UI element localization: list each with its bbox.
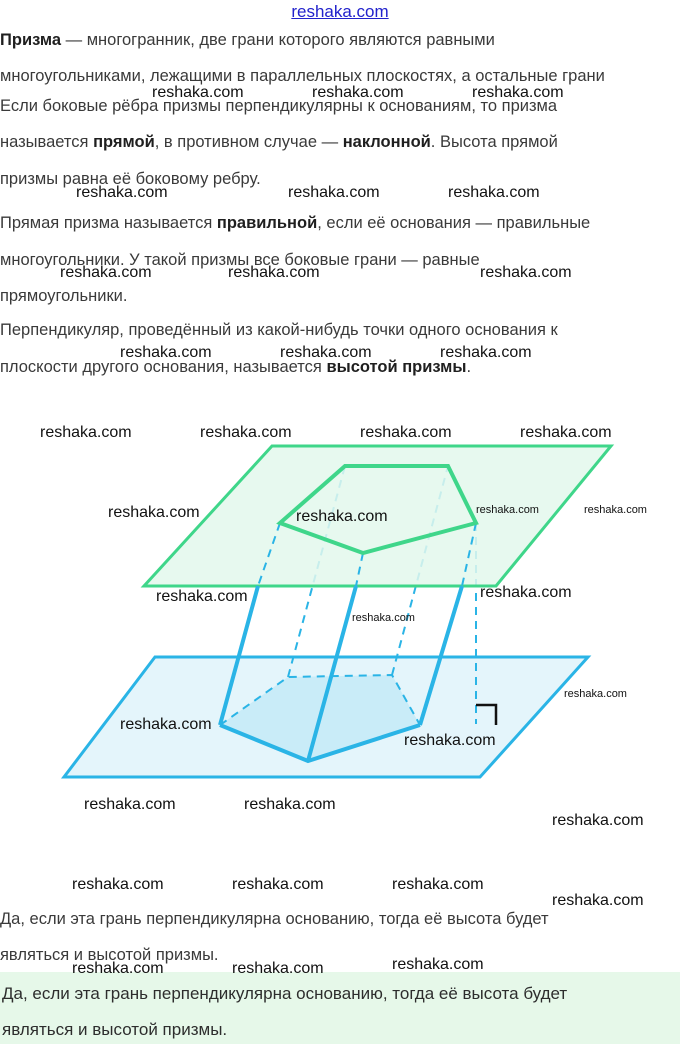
- watermark: reshaka.com: [312, 84, 404, 101]
- text-fragment: . Высота прямой: [430, 133, 558, 151]
- right-prism-line-1: Если боковые рёбра призмы перпендикулярны к основаниям, то призма: [0, 97, 558, 115]
- answer-box-line-2: являться и высотой призмы.: [2, 1020, 228, 1039]
- watermark: reshaka.com: [360, 424, 452, 441]
- watermark: reshaka.com: [76, 184, 168, 201]
- site-title-link[interactable]: reshaka.com: [291, 2, 389, 21]
- text-fragment: , если её основания — правильные: [317, 214, 591, 232]
- text-fragment: .: [466, 358, 472, 376]
- prism-definition-line-2: многоугольниками, лежащими в параллельных плоскостях, а остальные грани: [0, 67, 605, 85]
- watermark: reshaka.com: [120, 716, 212, 733]
- watermark: reshaka.com: [392, 876, 484, 893]
- watermark: reshaka.com: [72, 960, 164, 977]
- watermark: reshaka.com: [40, 424, 132, 441]
- regular-prism-line-1: [0, 214, 680, 233]
- watermark: reshaka.com: [552, 812, 644, 829]
- watermark: reshaka.com: [352, 612, 415, 624]
- answer-box: [0, 972, 680, 1044]
- text-fragment: , в противном случае —: [154, 133, 343, 151]
- watermark: reshaka.com: [520, 424, 612, 441]
- oblique-prism-diagram: [0, 400, 680, 800]
- regular-prism-line-3: прямоугольники.: [0, 287, 128, 305]
- term-prism: Призма: [0, 31, 62, 49]
- watermark: reshaka.com: [392, 956, 484, 973]
- watermark: reshaka.com: [200, 424, 292, 441]
- right-prism-line-3: призмы равна её боковому ребру.: [0, 170, 261, 188]
- watermark: reshaka.com: [108, 504, 200, 521]
- watermark: reshaka.com: [448, 184, 540, 201]
- watermark: reshaka.com: [232, 960, 324, 977]
- watermark: reshaka.com: [404, 732, 496, 749]
- watermark: reshaka.com: [156, 588, 248, 605]
- regular-prism-line-2: многоугольники. У такой призмы все боковые грани — равные: [0, 251, 480, 269]
- watermark: reshaka.com: [296, 508, 388, 525]
- text-fragment: Прямая призма называется: [0, 214, 217, 232]
- watermark: reshaka.com: [84, 796, 176, 813]
- answer-line-2: являться и высотой призмы.: [0, 946, 219, 964]
- term-oblique: наклонной: [342, 133, 431, 151]
- answer-box-line-1: Да, если эта грань перпендикулярна основанию, тогда её высота будет: [2, 984, 568, 1003]
- watermark: reshaka.com: [280, 344, 372, 361]
- watermark: reshaka.com: [472, 84, 564, 101]
- watermark: reshaka.com: [120, 344, 212, 361]
- watermark: reshaka.com: [440, 344, 532, 361]
- watermark: reshaka.com: [288, 184, 380, 201]
- right-prism-line-2: [0, 133, 680, 152]
- watermark: reshaka.com: [552, 892, 644, 909]
- term-right: прямой: [93, 133, 155, 151]
- watermark: reshaka.com: [564, 688, 627, 700]
- term-prism-height: высотой призмы: [326, 358, 467, 376]
- text-fragment: называется: [0, 133, 94, 151]
- answer-line-1: Да, если эта грань перпендикулярна основанию, тогда её высота будет: [0, 910, 549, 928]
- watermark: reshaka.com: [480, 584, 572, 601]
- watermark: reshaka.com: [152, 84, 244, 101]
- definition-text: — многогранник, две грани которого являются равными: [61, 31, 495, 49]
- watermark: reshaka.com: [72, 876, 164, 893]
- watermark: reshaka.com: [476, 504, 539, 516]
- watermark: reshaka.com: [480, 264, 572, 281]
- prism-definition-line-1: [0, 31, 680, 50]
- text-fragment: плоскости другого основания, называется: [0, 358, 327, 376]
- watermark: reshaka.com: [244, 796, 336, 813]
- height-line-1: Перпендикуляр, проведённый из какой-нибудь точки одного основания к: [0, 321, 558, 339]
- watermark: reshaka.com: [228, 264, 320, 281]
- watermark: reshaka.com: [232, 876, 324, 893]
- watermark: reshaka.com: [584, 504, 647, 516]
- watermark: reshaka.com: [60, 264, 152, 281]
- term-regular: правильной: [216, 214, 318, 232]
